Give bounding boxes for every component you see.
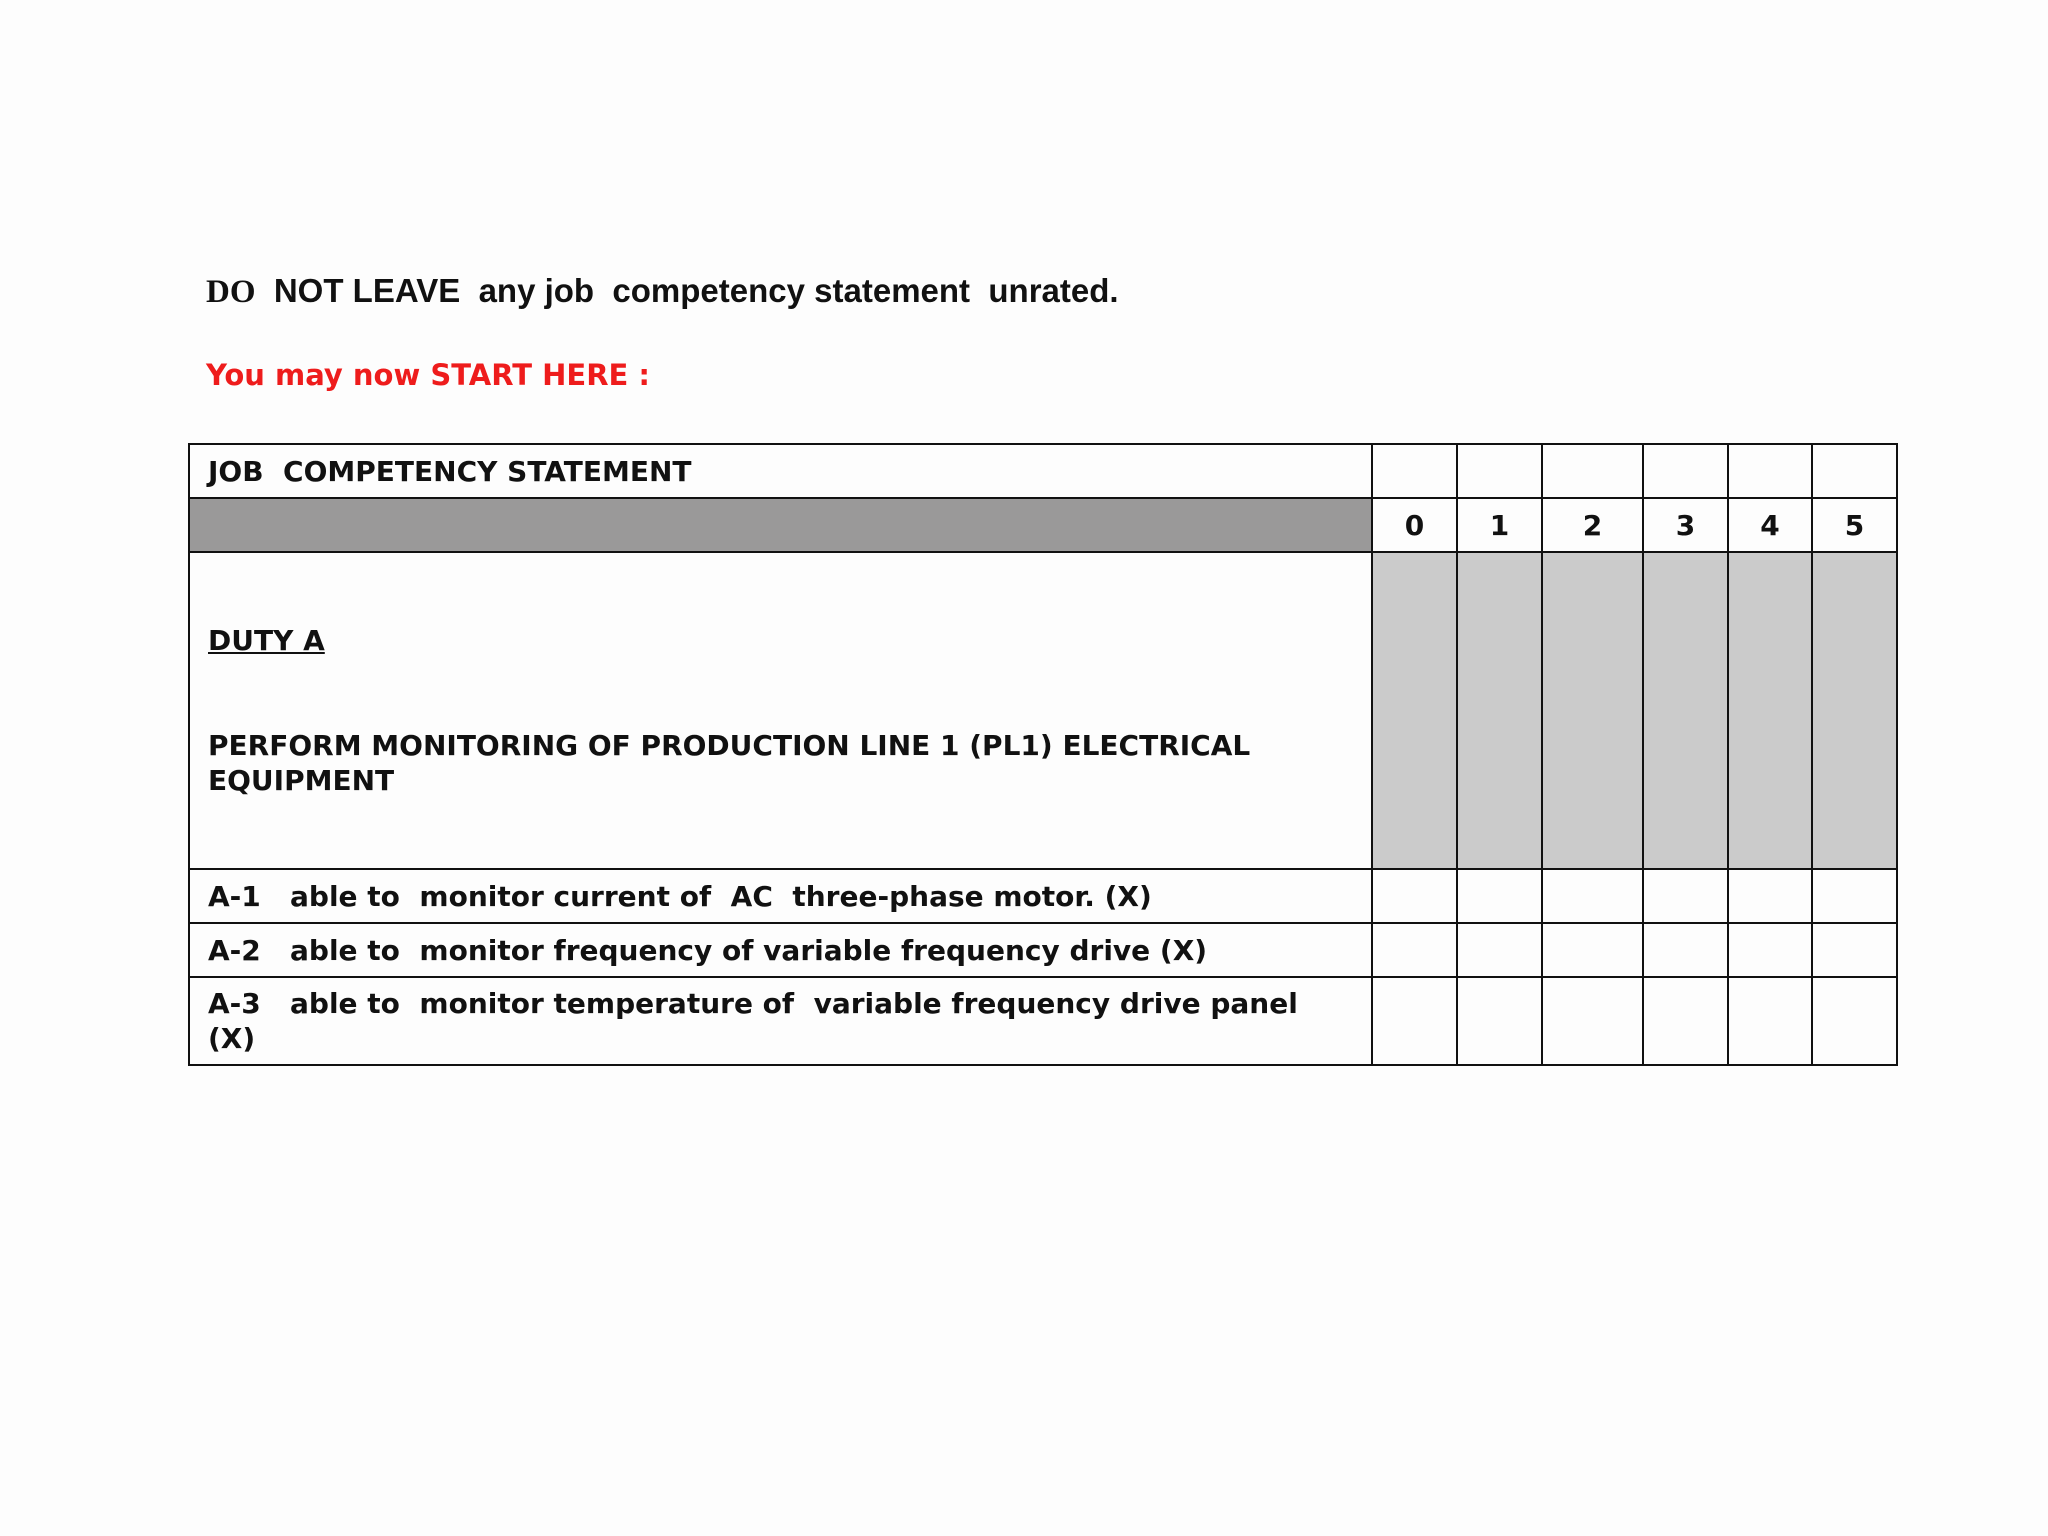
rating-box-2[interactable] <box>1542 977 1643 1065</box>
rating-box-0[interactable] <box>1372 869 1457 923</box>
header-empty-cell <box>1372 444 1457 498</box>
competency-row-a3 <box>189 977 1897 1065</box>
rating-box-4[interactable] <box>1728 923 1812 977</box>
rating-box-5[interactable] <box>1812 869 1897 923</box>
rating-box-5[interactable] <box>1812 977 1897 1065</box>
grey-band-cell <box>189 498 1372 552</box>
duty-description: PERFORM MONITORING OF PRODUCTION LINE 1 (PL1) ELECTRICAL EQUIPMENT <box>208 729 1260 797</box>
competency-statement: A-1 able to monitor current of AC three-phase motor. (X) <box>189 869 1372 923</box>
rating-box-5[interactable] <box>1812 923 1897 977</box>
duty-shaded-cell <box>1372 552 1457 869</box>
rating-box-2[interactable] <box>1542 923 1643 977</box>
instruction-text <box>206 272 1119 311</box>
rating-scale-0: 0 <box>1372 498 1457 552</box>
table-header-row <box>189 444 1897 498</box>
duty-shaded-cell <box>1643 552 1728 869</box>
duty-shaded-cell <box>1728 552 1812 869</box>
rating-box-3[interactable] <box>1643 977 1728 1065</box>
rating-box-0[interactable] <box>1372 977 1457 1065</box>
rating-box-0[interactable] <box>1372 923 1457 977</box>
instruction-first-word: DO <box>206 274 256 310</box>
rating-box-1[interactable] <box>1457 977 1542 1065</box>
duty-cell <box>189 552 1372 869</box>
start-prompt: You may now START HERE : <box>206 358 651 392</box>
competency-statement: A-3 able to monitor temperature of variable frequency drive panel (X) <box>189 977 1372 1065</box>
rating-scale-row <box>189 498 1897 552</box>
duty-shaded-cell <box>1542 552 1643 869</box>
duty-shaded-cell <box>1457 552 1542 869</box>
rating-box-3[interactable] <box>1643 923 1728 977</box>
rating-box-4[interactable] <box>1728 869 1812 923</box>
rating-box-1[interactable] <box>1457 869 1542 923</box>
rating-scale-3: 3 <box>1643 498 1728 552</box>
competency-statement: A-2 able to monitor frequency of variable frequency drive (X) <box>189 923 1372 977</box>
competency-row-a2 <box>189 923 1897 977</box>
header-label: JOB COMPETENCY STATEMENT <box>189 444 1372 498</box>
duty-row <box>189 552 1897 869</box>
header-empty-cell <box>1542 444 1643 498</box>
rating-scale-1: 1 <box>1457 498 1542 552</box>
rating-scale-4: 4 <box>1728 498 1812 552</box>
rating-scale-2: 2 <box>1542 498 1643 552</box>
rating-scale-5: 5 <box>1812 498 1897 552</box>
duty-shaded-cell <box>1812 552 1897 869</box>
header-empty-cell <box>1812 444 1897 498</box>
rating-box-2[interactable] <box>1542 869 1643 923</box>
instruction-rest: NOT LEAVE any job competency statement unrated. <box>255 272 1119 309</box>
header-empty-cell <box>1728 444 1812 498</box>
header-empty-cell <box>1457 444 1542 498</box>
competency-row-a1 <box>189 869 1897 923</box>
rating-box-1[interactable] <box>1457 923 1542 977</box>
rating-box-3[interactable] <box>1643 869 1728 923</box>
rating-box-4[interactable] <box>1728 977 1812 1065</box>
header-empty-cell <box>1643 444 1728 498</box>
competency-rating-table <box>188 443 1898 1066</box>
duty-title: DUTY A <box>208 624 325 657</box>
